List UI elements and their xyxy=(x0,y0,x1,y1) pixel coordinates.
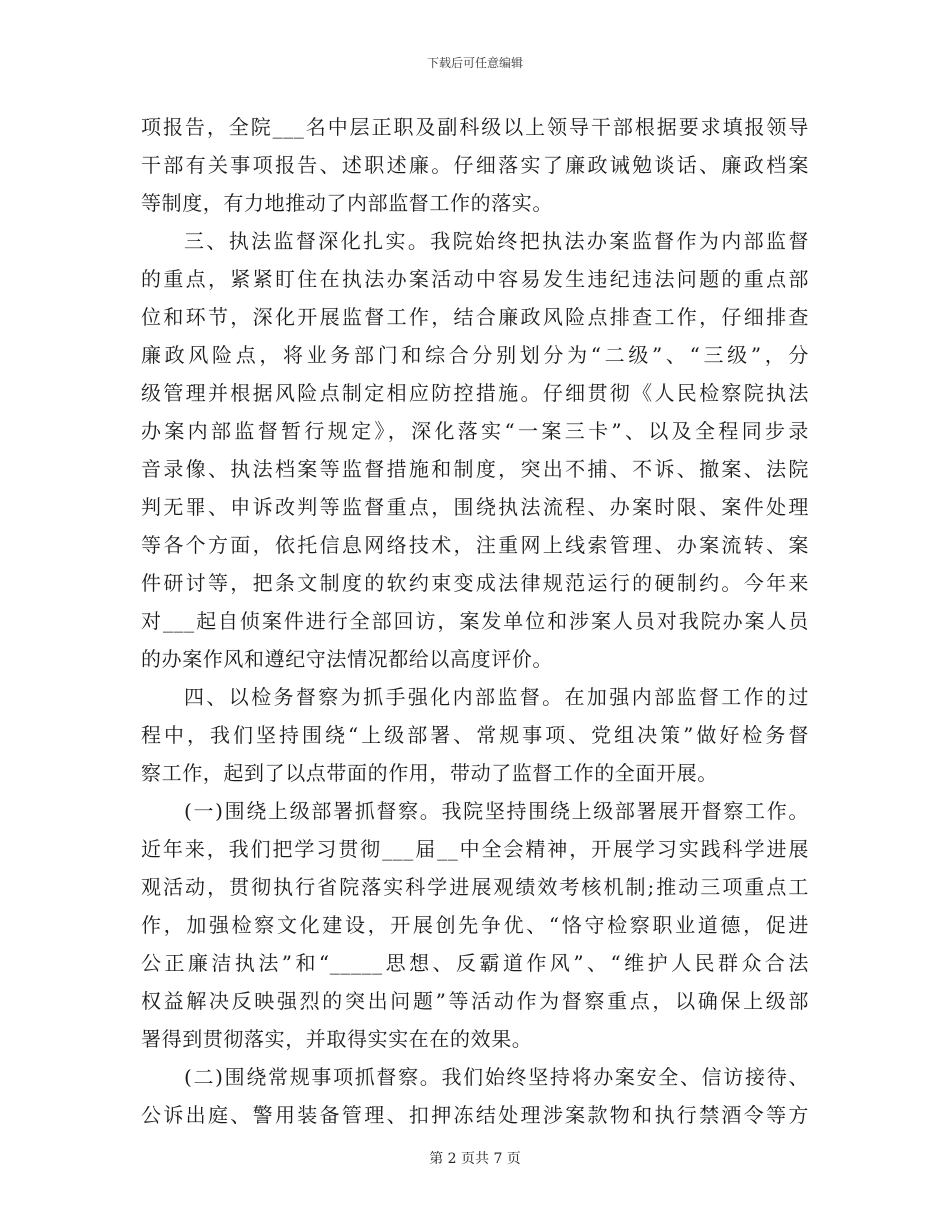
body-line: 件研讨等，把条文制度的软约束变成法律规范运行的硬制约。今年来 xyxy=(141,571,809,595)
body-line: 权益解决反映强烈的突出问题”等活动作为督察重点，以确保上级部 xyxy=(141,989,809,1013)
body-line: 项报告，全院___名中层正职及副科级以上领导干部根据要求填报领导 xyxy=(141,115,809,139)
document-body xyxy=(141,108,809,1134)
body-line: 公正廉洁执法”和“_____思想、反霸道作风”、“维护人民群众合法 xyxy=(141,951,809,975)
body-line: 程中，我们坚持围绕“上级部署、常规事项、党组决策”做好检务督 xyxy=(141,723,809,747)
body-line: 近年来，我们把学习贯彻___届__中全会精神，开展学习实践科学进展 xyxy=(141,837,809,861)
body-line: 作，加强检察文化建设，开展创先争优、“恪守检察职业道德，促进 xyxy=(141,913,809,937)
body-line: 判无罪、申诉改判等监督重点，围绕执法流程、办案时限、案件处理 xyxy=(141,495,809,519)
body-line: 观活动，贯彻执行省院落实科学进展观绩效考核机制;推动三项重点工 xyxy=(141,875,809,899)
body-line: 廉政风险点，将业务部门和综合分别划分为“二级”、“三级”，分 xyxy=(141,343,809,367)
page-header: 下载后可任意编辑 xyxy=(426,56,523,70)
body-line: 音录像、执法档案等监督措施和制度，突出不捕、不诉、撤案、法院 xyxy=(141,457,809,481)
body-line: 等各个方面，依托信息网络技术，注重网上线索管理、办案流转、案 xyxy=(141,533,809,557)
body-line: 四、以检务督察为抓手强化内部监督。在加强内部监督工作的过 xyxy=(184,685,809,709)
body-line: 干部有关事项报告、述职述廉。仔细落实了廉政诫勉谈话、廉政档案 xyxy=(141,153,809,177)
body-line: 办案内部监督暂行规定》，深化落实“一案三卡”、以及全程同步录 xyxy=(141,419,809,443)
body-line: 对___起自侦案件进行全部回访，案发单位和涉案人员对我院办案人员 xyxy=(141,609,809,633)
body-line: 的办案作风和遵纪守法情况都给以高度评价。 xyxy=(141,647,553,671)
body-line: 公诉出庭、警用装备管理、扣押冻结处理涉案款物和执行禁酒令等方 xyxy=(141,1103,809,1127)
body-line: 的重点，紧紧盯住在执法办案活动中容易发生违纪违法问题的重点部 xyxy=(141,267,809,291)
body-line: (二)围绕常规事项抓督察。我们始终坚持将办案安全、信访接待、 xyxy=(184,1065,809,1089)
body-line: 位和环节，深化开展监督工作，结合廉政风险点排查工作，仔细排查 xyxy=(141,305,809,329)
body-line: 察工作，起到了以点带面的作用，带动了监督工作的全面开展。 xyxy=(141,761,718,785)
body-line: 等制度，有力地推动了内部监督工作的落实。 xyxy=(141,191,553,215)
body-line: (一)围绕上级部署抓督察。我院坚持围绕上级部署展开督察工作。 xyxy=(184,799,809,823)
body-line: 三、执法监督深化扎实。我院始终把执法办案监督作为内部监督 xyxy=(184,229,809,253)
page-number: 第 2 页共 7 页 xyxy=(429,1151,521,1167)
body-line: 署得到贯彻落实，并取得实实在在的效果。 xyxy=(141,1027,533,1051)
body-line: 级管理并根据风险点制定相应防控措施。仔细贯彻《人民检察院执法 xyxy=(141,381,809,405)
